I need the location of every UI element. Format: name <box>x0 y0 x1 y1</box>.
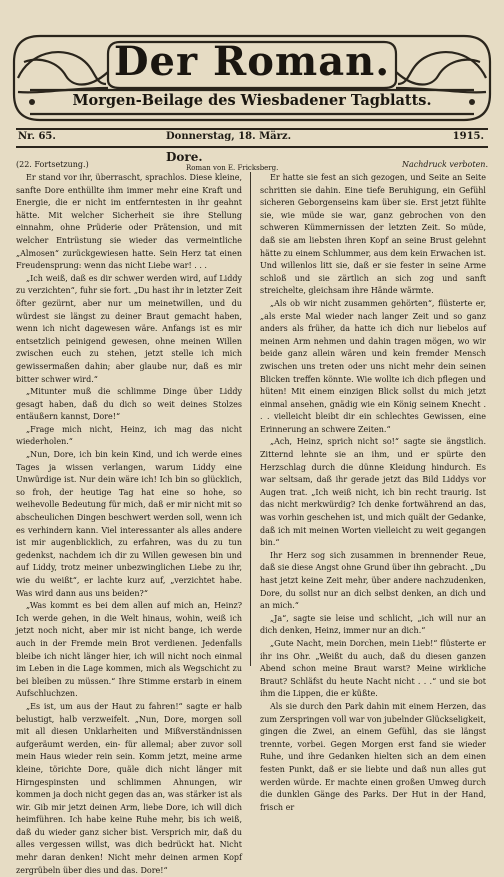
masthead <box>10 32 494 124</box>
reprint-notice: Nachdruck verboten. <box>401 160 488 169</box>
paragraph: „Als ob wir nicht zusammen gehörten“, flüsterte er, „als erste Mal wieder nach langer Zeit und so ganz anders als früher, da hatte ich dich nur liebelos auf meinen Arm nehmen und dahin tragen mögen, wo wir beide ganz allein wären und kein fremder Mensch zwischen uns treten oder uns nicht mehr dein seinen Blicken treffen könnte. Wie wollte ich dich pflegen und hüten! Mit einem einzigen Blick sollst du mich jetzt einmal ansehen, gnädig wie ein König seinem Knecht . . . vielleicht bleibt dir ein schlechtes Gewissen, eine Erinnerung an schwere Zeiten.“ <box>260 298 486 434</box>
issue-number: Nr. 65. <box>18 131 56 142</box>
issue-info-bar <box>16 128 488 148</box>
newspaper-title: Der Roman. <box>113 38 391 85</box>
paragraph: Als sie durch den Park dahin mit einem Herzen, das zum Zerspringen voll war von jubelnder Glückseligkeit, gingen die Zwei, an einem Gefühl, das sie längst trennte, vorbei. Gegen Morgen erst fand sie wieder Ruhe, und ihre Gedanken hielten sich an dem einen festen Punkt, daß er sie liebte und daß nun alles gut werden würde. Er machte einen großen Umweg durch die dunklen Gänge des Parks. Der Hut in der Hand, frisch er <box>260 701 486 812</box>
issue-year: 1915. <box>452 131 484 142</box>
paragraph: „Es ist, um aus der Haut zu fahren!“ sagte er halb belustigt, halb verzweifelt. „Nun, Dore, morgen soll mit all diesen Unklarheiten und Mißverständnissen aufgeräumt werden, ein- für allemal; aber zuvor soll mein Haus wieder rein sein. Komm jetzt, meine arme kleine, törichte Dore, quäle dich nicht länger mit Hirngespinsten und schlimmen Ahnungen, wir kommen ja doch nicht gegen das an, was stärker ist als wir. Gib mir jetzt deinen Arm, liebe Dore, ich will dich heimführen. Ich habe keine Ruhe mehr, bis ich weiß, daß du wieder ganz sicher bist. Versprich mir, daß du alles vergessen willst, was dich bedrückt hat. Nicht mehr daran denken! Nicht mehr deinen armen Kopf zergrübeln über dies und das. Dore!“ <box>16 701 242 875</box>
article-title: Dore. <box>166 150 203 164</box>
paragraph: „Nun, Dore, ich bin kein Kind, und ich werde eines Tages ja wissen verlangen, warum Liddy eine Unwürdige ist. Nur dein wäre ich! Ich bin so glücklich, so froh, der heutige Tag hat eine so hohe, so weihevolle Bedeutung für mich, daß er mir nicht mit so abscheulichen Dingen beschwert werden soll, wenn ich es verhindern kann. Viel interessanter als alles andere ist mir augenblicklich, zu erfahren, was du zu tun gedenkst, nachdem ich dir zu Willen gewesen bin und auf Liddy, trotz meiner unbezwinglichen Liebe zu ihr, wie du weißt“, er lachte kurz auf, „verzichtet habe. Was wird dann aus uns beiden?“ <box>16 450 242 598</box>
column-divider <box>250 172 251 666</box>
article-byline: Roman von E. Fricksberg. <box>186 164 279 172</box>
paragraph: Er hatte sie fest an sich gezogen, und Seite an Seite schritten sie dahin. Eine tiefe Beruhigung, ein Gefühl sicheren Geborgenseins kam über sie. Erst jetzt fühlte sie, wie müde sie war, ganz gebrochen von den schweren Kümmernissen der letzten Zeit. So müde, daß sie am liebsten ihren Kopf an seine Brust gelehnt hätte zu einem Schlummer, aus dem kein Erwachen ist. Und willenlos litt sie, daß er sie fester in seine Arme schloß und sie zärtlich an sich zog und sanft streichelte, gleichsam ihre Hände wärmte. <box>260 173 486 296</box>
article-header <box>16 152 488 172</box>
newspaper-subtitle: Morgen-Beilage des Wiesbadener Tagblatts. <box>72 92 432 109</box>
continuation-note: (22. Fortsetzung.) <box>16 160 89 169</box>
paragraph: Er stand vor ihr, überrascht, sprachlos. Diese kleine, sanfte Dore enthüllte ihm immer mehr eine Kraft und Energie, die er nicht im entferntesten in ihr geahnt hätte. Mit welcher Sicherheit sie ihre Stellung einnahm, ohne Prüderie oder Prätension, und mit welcher Entrüstung sie wieder das vermeintliche „Almosen“ zurückgewiesen hatte. Sein Herz tat einen Freudensprung: wenn das nicht Liebe war! . . . <box>16 173 242 271</box>
paragraph: „Frage mich nicht, Heinz, ich mag das nicht wiederholen.“ <box>16 424 242 447</box>
paragraph: „Mitunter muß die schlimme Dinge über Liddy gesagt haben, daß du dich so weit deines Stolzes entäußern kannst, Dore!“ <box>16 387 242 422</box>
paragraph: „Ja“, sagte sie leise und schlicht, „ich will nur an dich denken, Heinz, immer nur an dich.“ <box>260 613 486 636</box>
article-columns <box>16 172 488 875</box>
paragraph: „Ich weiß, daß es dir schwer werden wird, auf Liddy zu verzichten“, fuhr sie fort. „Du hast ihr in letzter Zeit öfter gezürnt, aber nur um meinetwillen, und du würdest sie längst zu deiner Braut gemacht haben, wenn ich nicht dagewesen wäre. Anfangs ist es mir entsetzlich peinigend gewesen, ohne meinen Willen zwischen euch zu stehen, jetzt stelle ich mich gewissermaßen dahin; aber glaube nur, daß es mir bitter schwer wird.“ <box>16 273 242 384</box>
paragraph: Ihr Herz sog sich zusammen in brennender Reue, daß sie diese Angst ohne Grund über ihn gebracht. „Du hast jetzt keine Zeit mehr, über andere nachzudenken, Dore, du sollst nur an dich selbst denken, an dich und an mich.“ <box>260 550 487 611</box>
paragraph: „Gute Nacht, mein Dorchen, mein Lieb!“ flüsterte er ihr ins Ohr. „Weißt du auch, daß du diesen ganzen Abend schon meine Braut warst? Meine wirkliche Braut? Schläfst du heute Nacht nicht . . .“ und sie bot ihm die Lippen, die er küßte. <box>260 638 486 699</box>
paragraph: „Ach, Heinz, sprich nicht so!“ sagte sie ängstlich. Zitternd lehnte sie an ihm, und er spürte den Herzschlag durch die dünne Kleidung hindurch. Es war seltsam, daß ihr gerade jetzt das Bild Liddys vor Augen trat. „Ich weiß nicht, ich bin recht traurig. Ist das nicht merkwürdig? Ich denke fortwährend an das, was vorhin geschehen ist, und mich quält der Gedanke, daß ich mit meinen Worten vielleicht zu weit gegangen bin.“ <box>260 437 486 548</box>
issue-date: Donnerstag, 18. März. <box>166 131 292 142</box>
paragraph: „Was kommt es bei dem allen auf mich an, Heinz? Ich werde gehen, in die Welt hinaus, wohin, weiß ich jetzt noch nicht, aber mir ist nicht bange, ich werde auch in der Fremde mein Brot verdienen. Jedenfalls bleibe ich nicht länger hier, ich will nicht noch einmal im Leben in die Lage kommen, mich als Wegschicht zu bei bleiben zu müssen.“ Ihre Stimme erstarb in einem Aufschluchzen. <box>16 601 242 699</box>
right-column <box>260 172 487 812</box>
left-column <box>16 172 242 875</box>
